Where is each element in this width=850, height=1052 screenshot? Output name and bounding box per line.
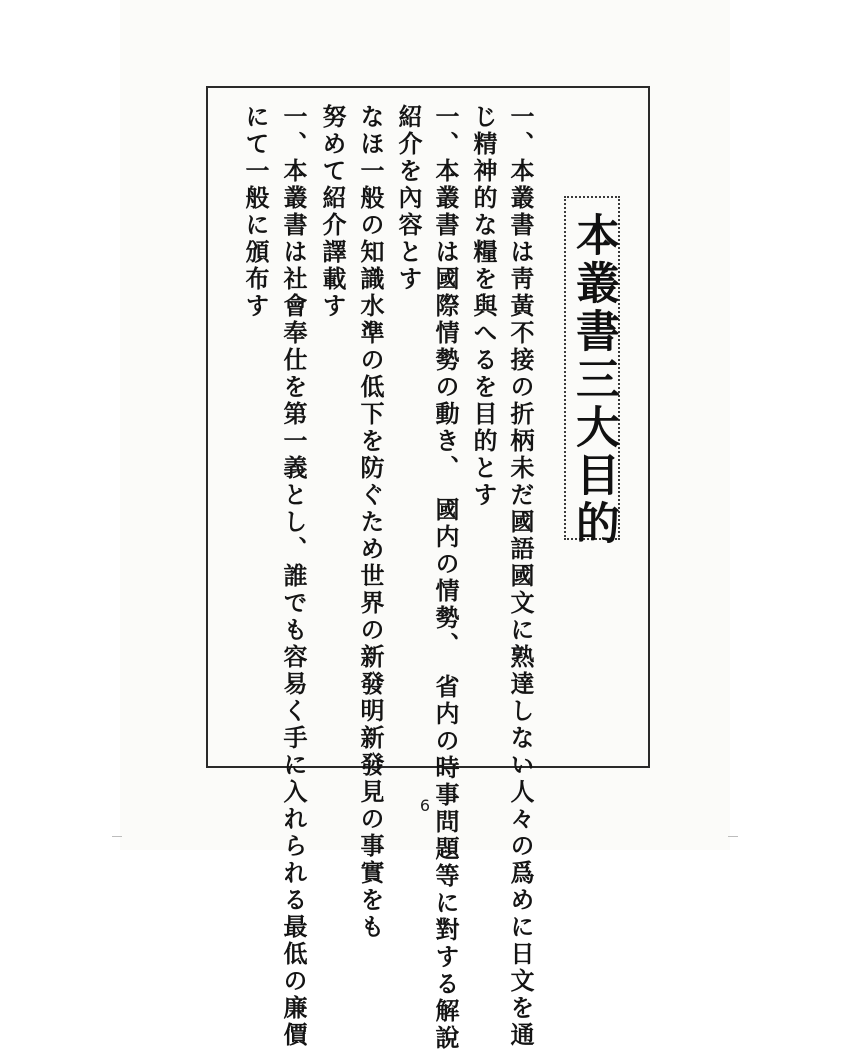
text-column-8: にて一般に頒布す: [241, 104, 270, 320]
text-column-1: 一、本叢書は靑黃不接の折柄未だ國語國文に熟達しない人々の爲めに日文を通: [506, 104, 535, 1049]
text-column-6: 努めて紹介譯載す: [318, 104, 347, 320]
text-column-3: 一、本叢書は國際情勢の動き、 國内の情勢、 省内の時事問題等に對する解說: [431, 104, 460, 1052]
text-column-5: なほ一般の知識水準の低下を防ぐため世界の新發明新發見の事實をも: [356, 104, 385, 941]
text-column-2: じ精神的な糧を與へるを目的とす: [469, 104, 498, 509]
page-title: 本叢書三大目的: [568, 212, 619, 548]
text-column-4: 紹介を內容とす: [394, 104, 423, 293]
page-number: 6: [419, 796, 431, 815]
crop-mark-right: [728, 836, 738, 837]
crop-mark-left: [112, 836, 122, 837]
text-column-7: 一、本叢書は社會奉仕を第一義とし、誰でも容易く手に入れられる最低の廉價: [279, 104, 308, 1049]
